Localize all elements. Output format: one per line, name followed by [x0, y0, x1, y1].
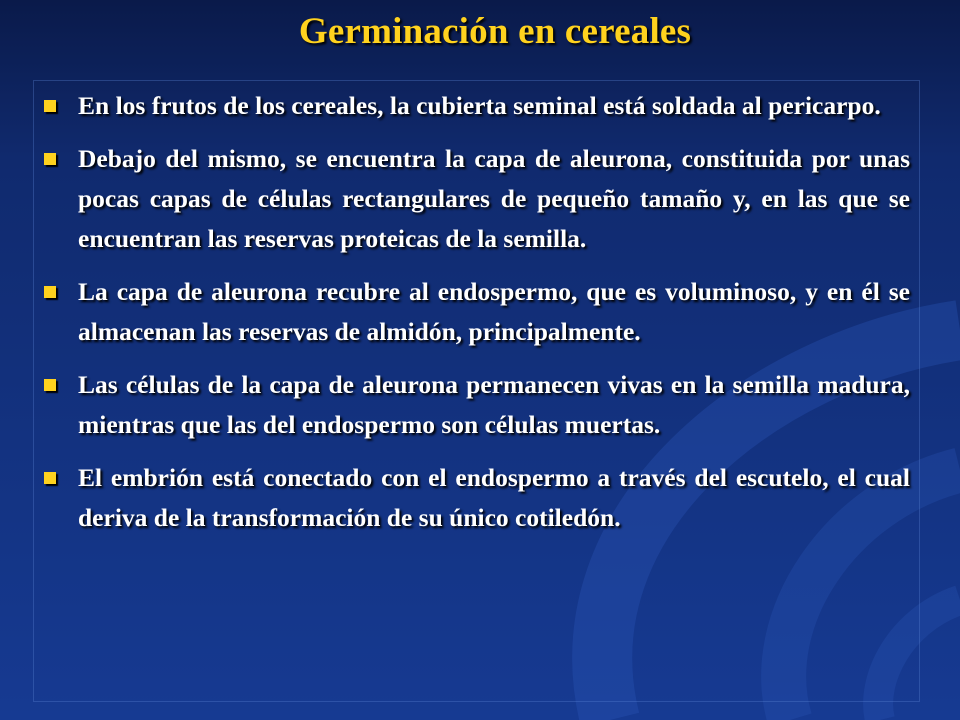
bullet-item	[42, 272, 910, 352]
bullet-item	[42, 365, 910, 445]
square-bullet-icon	[44, 100, 56, 112]
bullet-text: La capa de aleurona recubre al endospermo, que es voluminoso, y en él se almacenan las reservas de almidón, principalmente.	[78, 277, 910, 346]
square-bullet-icon	[44, 379, 56, 391]
bullet-text: Las células de la capa de aleurona permanecen vivas en la semilla madura, mientras que las del endospermo son células muertas.	[78, 370, 910, 439]
bullet-list	[42, 86, 910, 551]
bullet-text: El embrión está conectado con el endospermo a través del escutelo, el cual deriva de la transformación de su único cotiledón.	[78, 463, 910, 532]
slide-title: Germinación en cereales	[298, 11, 692, 52]
bullet-text: En los frutos de los cereales, la cubierta seminal está soldada al pericarpo.	[78, 91, 881, 120]
square-bullet-icon	[44, 286, 56, 298]
bullet-text: Debajo del mismo, se encuentra la capa de aleurona, constituida por unas pocas capas de células rectangulares de pequeño tamaño y, en las que se encuentran las reservas proteicas de la semilla.	[78, 144, 910, 253]
bullet-item	[42, 139, 910, 259]
bullet-item	[42, 458, 910, 538]
square-bullet-icon	[44, 472, 56, 484]
square-bullet-icon	[44, 153, 56, 165]
bullet-item	[42, 86, 910, 126]
